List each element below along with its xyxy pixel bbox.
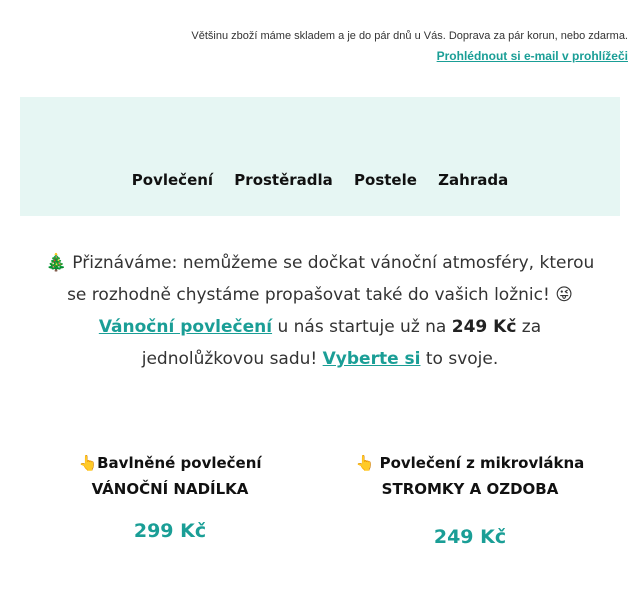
nav-item-prosteradla[interactable]: Prostěradla [234,171,333,189]
product-price: 249 Kč [433,526,507,548]
product-price: 299 Kč [133,520,207,542]
nav-item-zahrada[interactable]: Zahrada [438,171,509,189]
product-card-1[interactable] [30,450,310,542]
nav-band [20,97,620,216]
product-name [330,450,610,502]
preheader-text: Většinu zboží máme skladem a je do pár dnů u Vás. Doprava za pár korun, nebo zdarma. [191,30,628,42]
intro-text-2: u nás startuje už na [272,317,452,337]
intro-text-1: Přiznáváme: nemůžeme se dočkat vánoční atmosféry, kterou se rozhodně chystáme propašovat také do vašich ložnic! [66,253,595,305]
pointing-up-icon: 👆 [355,454,375,472]
product-name-line-2: STROMKY A OZDOBA [381,480,559,498]
main-nav [20,171,620,189]
wink-face-icon: 😜 [555,285,573,305]
product-name-line-2: VÁNOČNÍ NADÍLKA [91,480,249,498]
product-name [30,450,310,502]
christmas-bedding-link[interactable]: Vánoční povlečení [98,317,273,337]
product-name-line-1: Povlečení z mikrovlákna [374,454,585,472]
intro-text-4: to svoje. [420,349,499,369]
product-card-2[interactable] [330,450,610,548]
choose-link[interactable]: Vyberte si [322,349,421,369]
intro-paragraph [40,247,600,375]
nav-item-povleceni[interactable]: Povlečení [131,171,214,189]
intro-text-3: za jednolůžkovou sadu! [141,317,542,369]
christmas-tree-icon: 🎄 [45,253,67,273]
pointing-up-icon: 👆 [78,454,98,472]
view-in-browser-link[interactable]: Prohlédnout si e-mail v prohlížeči [436,49,628,63]
intro-price: 249 Kč [451,317,517,337]
nav-item-postele[interactable]: Postele [354,171,417,189]
preheader [20,30,628,63]
product-name-line-1: Bavlněné povlečení [97,454,262,472]
